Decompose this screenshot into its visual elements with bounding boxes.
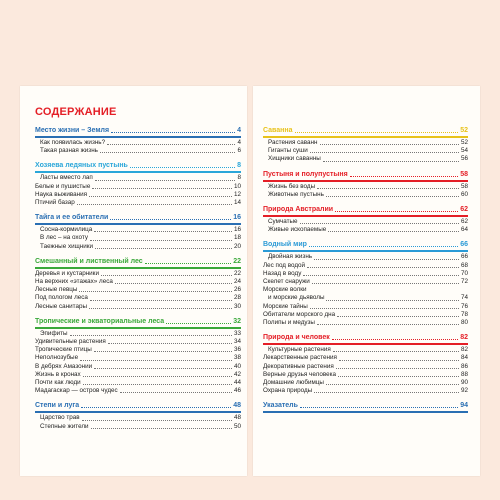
- toc-entry[interactable]: [263, 278, 468, 286]
- section-page-number: 82: [460, 334, 468, 342]
- leader-dots: [314, 259, 459, 260]
- entry-page-number: 14: [233, 199, 241, 207]
- entry-page-number: 92: [460, 387, 468, 395]
- entry-label: Как появилась жизнь?: [40, 139, 106, 146]
- entry-label: Удивительные растения: [35, 338, 106, 346]
- section-heading[interactable]: [35, 257, 241, 267]
- entry-page-number: 36: [233, 346, 241, 354]
- section-heading-label: Водный мир: [263, 241, 307, 249]
- toc-entry[interactable]: [35, 338, 241, 346]
- toc-section: [35, 126, 241, 155]
- leader-dots: [94, 231, 232, 232]
- section-heading-label: Смешанный и лиственный лес: [35, 257, 143, 265]
- toc-entry[interactable]: [263, 346, 468, 354]
- toc-entry[interactable]: [263, 286, 468, 294]
- toc-entry[interactable]: [263, 363, 468, 371]
- toc-entry[interactable]: [263, 319, 468, 327]
- leader-dots: [95, 180, 236, 181]
- toc-entry[interactable]: [35, 270, 241, 278]
- leader-dots: [339, 360, 459, 361]
- leader-dots: [77, 204, 232, 205]
- toc-entry[interactable]: [35, 423, 241, 431]
- section-underline: [35, 411, 241, 413]
- leader-dots: [312, 283, 459, 284]
- entry-page-number: 66: [460, 253, 468, 261]
- leader-dots: [309, 246, 458, 247]
- toc-entry[interactable]: [263, 139, 468, 147]
- entry-label: Тропические птицы: [35, 346, 92, 354]
- leader-dots: [89, 308, 232, 309]
- entry-page-number: 76: [460, 302, 468, 310]
- toc-entry[interactable]: [263, 253, 468, 261]
- entry-label: Жизнь в кронах: [35, 370, 81, 378]
- toc-section: [263, 240, 468, 327]
- toc-section: [263, 126, 468, 164]
- section-heading-label: Саванна: [263, 127, 293, 134]
- toc-section: [263, 401, 468, 413]
- entry-page-number: 28: [233, 294, 241, 302]
- section-page-number: 32: [233, 317, 241, 325]
- toc-entry[interactable]: [263, 371, 468, 379]
- toc-entry[interactable]: [35, 294, 241, 302]
- entry-page-number: 86: [460, 362, 468, 370]
- toc-section: [35, 213, 241, 251]
- entry-label: Домашние любимцы: [263, 379, 324, 387]
- section-underline: [263, 180, 468, 182]
- toc-entry[interactable]: [263, 155, 468, 163]
- entry-page-number: 22: [233, 269, 241, 277]
- leader-dots: [83, 376, 232, 377]
- section-underline: [35, 327, 241, 329]
- entry-page-number: 8: [237, 174, 241, 182]
- entry-label: Верные друзья человека: [263, 370, 337, 378]
- section-heading[interactable]: [263, 401, 468, 411]
- entry-label: В дебрях Амазонии: [35, 362, 93, 370]
- toc-entry[interactable]: [35, 226, 241, 234]
- leader-dots: [307, 267, 459, 268]
- entry-label: Скелет снаружи: [263, 278, 310, 286]
- entry-page-number: 42: [233, 370, 241, 378]
- entry-label: В лес – на охоту: [40, 234, 88, 242]
- section-heading-label: Пустыня и полупустыня: [263, 170, 348, 178]
- leader-dots: [332, 339, 458, 340]
- entry-label: Такая разная жизнь: [40, 147, 98, 155]
- leader-dots: [310, 152, 459, 153]
- leader-dots: [83, 384, 232, 385]
- toc-entry[interactable]: [35, 414, 241, 422]
- entry-page-number: 10: [233, 182, 241, 190]
- entry-page-number: 70: [460, 269, 468, 277]
- entry-label: Морские волки: [263, 286, 307, 294]
- entry-page-number: 18: [233, 234, 241, 242]
- left-toc: [35, 126, 241, 437]
- leader-dots: [110, 219, 231, 220]
- leader-dots: [320, 144, 459, 145]
- leader-dots: [336, 368, 459, 369]
- entry-label: На верхних «этажах» леса: [35, 278, 113, 286]
- leader-dots: [338, 376, 459, 377]
- section-page-number: 66: [460, 241, 468, 249]
- entry-page-number: 26: [233, 286, 241, 294]
- section-page-number: 8: [237, 162, 241, 170]
- entry-label: Двойная жизнь: [268, 253, 313, 261]
- toc-entry[interactable]: [35, 363, 241, 371]
- entry-label: Лесные певцы: [35, 286, 78, 294]
- entry-label: Гиганты суши: [268, 147, 308, 155]
- toc-entry[interactable]: [263, 303, 468, 311]
- toc-entry[interactable]: [263, 191, 468, 199]
- entry-page-number: 48: [233, 414, 241, 422]
- leader-dots: [328, 231, 459, 232]
- entry-page-number: 4: [237, 139, 241, 146]
- leader-dots: [326, 300, 459, 301]
- left-page: [20, 86, 247, 476]
- toc-entry[interactable]: [35, 379, 241, 387]
- leader-dots: [300, 407, 458, 408]
- section-underline: [35, 136, 241, 138]
- entry-page-number: 80: [460, 319, 468, 327]
- leader-dots: [108, 343, 232, 344]
- leader-dots: [91, 428, 232, 429]
- entry-label: Животные пустынь: [268, 190, 324, 198]
- entry-label: Сумчатые: [268, 218, 298, 226]
- section-heading-label: Место жизни – Земля: [35, 127, 110, 134]
- toc-entry[interactable]: [35, 354, 241, 362]
- leader-dots: [95, 248, 232, 249]
- entry-label: Хищники саванны: [268, 155, 321, 163]
- section-underline: [263, 136, 468, 138]
- leader-dots: [90, 300, 232, 301]
- leader-dots: [314, 392, 459, 393]
- toc-entry[interactable]: [263, 262, 468, 270]
- section-heading[interactable]: [263, 126, 468, 136]
- entry-label: Птичий базар: [35, 199, 75, 207]
- toc-entry[interactable]: [263, 270, 468, 278]
- leader-dots: [295, 132, 459, 133]
- section-page-number: 58: [460, 170, 468, 178]
- entry-page-number: 46: [233, 387, 241, 395]
- entry-page-number: 90: [460, 379, 468, 387]
- entry-label: Царство трав: [40, 414, 80, 422]
- entry-label: Эпифиты: [40, 329, 68, 337]
- section-heading-label: Природа и человек: [263, 334, 330, 342]
- leader-dots: [130, 167, 235, 168]
- leader-dots: [317, 188, 459, 189]
- toc-entry[interactable]: [263, 354, 468, 362]
- leader-dots: [310, 308, 459, 309]
- section-underline: [263, 215, 468, 217]
- entry-label: Наука выживания: [35, 190, 88, 198]
- section-page-number: 52: [460, 127, 468, 134]
- toc-entry[interactable]: [35, 199, 241, 207]
- section-heading[interactable]: [35, 317, 241, 327]
- leader-dots: [111, 132, 235, 133]
- section-heading-label: Природа Австралии: [263, 206, 334, 214]
- leader-dots: [101, 275, 232, 276]
- toc-entry[interactable]: [35, 191, 241, 199]
- entry-page-number: 24: [233, 278, 241, 286]
- section-heading[interactable]: [263, 333, 468, 343]
- toc-entry[interactable]: [263, 294, 468, 302]
- toc-entry[interactable]: [35, 387, 241, 395]
- leader-dots: [94, 368, 232, 369]
- entry-page-number: 62: [460, 218, 468, 226]
- toc-section: [263, 205, 468, 234]
- section-underline: [263, 411, 468, 413]
- leader-dots: [115, 283, 232, 284]
- entry-page-number: 44: [233, 379, 241, 387]
- entry-page-number: 16: [233, 226, 241, 234]
- entry-page-number: 82: [460, 346, 468, 354]
- leader-dots: [81, 407, 231, 408]
- entry-label: Сосна-кормилица: [40, 226, 93, 234]
- toc-section: [263, 170, 468, 199]
- entry-page-number: 34: [233, 338, 241, 346]
- entry-label: Таежные хищники: [40, 242, 94, 250]
- toc-entry[interactable]: [35, 286, 241, 294]
- section-heading[interactable]: [35, 126, 241, 136]
- entry-label: Лесные санитары: [35, 302, 88, 310]
- leader-dots: [317, 324, 459, 325]
- toc-entry[interactable]: [263, 379, 468, 387]
- leader-dots: [120, 392, 232, 393]
- leader-dots: [90, 240, 232, 241]
- section-page-number: 48: [233, 402, 241, 410]
- entry-label: Степные жители: [40, 422, 89, 430]
- entry-page-number: 60: [460, 190, 468, 198]
- entry-label: Полипы и медузы: [263, 319, 315, 327]
- section-heading[interactable]: [35, 213, 241, 223]
- section-heading-label: Степи и луга: [35, 402, 80, 410]
- toc-entry[interactable]: [263, 218, 468, 226]
- section-heading[interactable]: [263, 240, 468, 250]
- toc-entry[interactable]: [35, 147, 241, 155]
- entry-page-number: 50: [233, 422, 241, 430]
- leader-dots: [323, 161, 459, 162]
- entry-label: Лес под водой: [263, 261, 306, 269]
- toc-entry[interactable]: [263, 387, 468, 395]
- entry-label: Растения саванн: [268, 139, 318, 146]
- leader-dots: [145, 263, 232, 264]
- entry-label: Охрана природы: [263, 387, 313, 395]
- toc-entry[interactable]: [263, 311, 468, 319]
- toc-entry[interactable]: [35, 330, 241, 338]
- toc-section: [35, 257, 241, 311]
- toc-section: [35, 317, 241, 396]
- leader-dots: [92, 188, 232, 189]
- leader-dots: [335, 211, 458, 212]
- entry-label: Назад в воду: [263, 269, 302, 277]
- entry-page-number: 54: [460, 147, 468, 155]
- leader-dots: [166, 323, 231, 324]
- toc-entry[interactable]: [35, 183, 241, 191]
- section-page-number: 94: [460, 402, 468, 410]
- entry-label: Неполнозубые: [35, 354, 79, 362]
- section-underline: [263, 343, 468, 345]
- leader-dots: [300, 223, 459, 224]
- entry-label: Живые ископаемые: [268, 226, 327, 234]
- toc-entry[interactable]: [263, 183, 468, 191]
- entry-label: Ласты вместо лап: [40, 174, 93, 182]
- entry-page-number: 64: [460, 226, 468, 234]
- leader-dots: [326, 384, 459, 385]
- entry-page-number: 6: [237, 147, 241, 155]
- section-underline: [35, 267, 241, 269]
- right-page: [253, 86, 480, 476]
- section-heading-label: Тропические и экваториальные леса: [35, 317, 165, 325]
- toc-entry[interactable]: [35, 371, 241, 379]
- toc-section: [263, 333, 468, 395]
- section-heading[interactable]: [35, 161, 241, 171]
- entry-label: Декоративные растения: [263, 362, 334, 370]
- leader-dots: [303, 275, 459, 276]
- entry-page-number: 40: [233, 362, 241, 370]
- leader-dots: [337, 316, 459, 317]
- section-underline: [35, 223, 241, 225]
- entry-page-number: 74: [460, 294, 468, 302]
- toc-entry[interactable]: [263, 226, 468, 234]
- section-heading[interactable]: [263, 205, 468, 215]
- toc-entry[interactable]: [35, 278, 241, 286]
- section-heading[interactable]: [263, 170, 468, 180]
- entry-page-number: 52: [460, 139, 468, 146]
- toc-entry[interactable]: [35, 234, 241, 242]
- entry-label: Лекарственные растения: [263, 354, 337, 362]
- right-toc: [263, 126, 468, 419]
- leader-dots: [100, 152, 236, 153]
- section-page-number: 62: [460, 206, 468, 214]
- section-underline: [35, 171, 241, 173]
- toc-entry[interactable]: [263, 147, 468, 155]
- leader-dots: [70, 335, 232, 336]
- toc-section: [35, 401, 241, 430]
- section-page-number: 16: [233, 214, 241, 222]
- entry-page-number: 12: [233, 190, 241, 198]
- toc-section: [35, 161, 241, 207]
- entry-label: Морские тайны: [263, 302, 308, 310]
- toc-entry[interactable]: [35, 139, 241, 147]
- entry-page-number: 84: [460, 354, 468, 362]
- entry-page-number: 20: [233, 242, 241, 250]
- leader-dots: [89, 196, 232, 197]
- section-page-number: 22: [233, 257, 241, 265]
- toc-entry[interactable]: [35, 303, 241, 311]
- entry-label: Обитатели морского дна: [263, 310, 336, 318]
- entry-page-number: 30: [233, 302, 241, 310]
- section-heading-label: Тайга и ее обитатели: [35, 214, 109, 222]
- entry-label: Культурные растения: [268, 346, 331, 354]
- contents-title: СОДЕРЖАНИЕ: [35, 106, 117, 118]
- entry-label: Под пологом леса: [35, 294, 88, 302]
- section-heading[interactable]: [35, 401, 241, 411]
- entry-label: Почти как люди: [35, 379, 81, 387]
- entry-page-number: 78: [460, 310, 468, 318]
- entry-label: и морские дьяволы: [268, 294, 325, 302]
- toc-entry[interactable]: [35, 174, 241, 182]
- leader-dots: [107, 144, 235, 145]
- leader-dots: [79, 291, 232, 292]
- entry-label: Белые и пушистые: [35, 182, 91, 190]
- section-heading-label: Указатель: [263, 402, 298, 410]
- toc-entry[interactable]: [35, 243, 241, 251]
- entry-label: Мадагаскар — остров чудес: [35, 387, 118, 395]
- entry-label: Жизнь без воды: [268, 182, 316, 190]
- entry-page-number: 68: [460, 261, 468, 269]
- leader-dots: [350, 176, 459, 177]
- leader-dots: [326, 196, 459, 197]
- entry-page-number: 56: [460, 155, 468, 163]
- leader-dots: [333, 351, 459, 352]
- entry-label: Деревья и кустарники: [35, 269, 99, 277]
- entry-page-number: 88: [460, 370, 468, 378]
- entry-page-number: 58: [460, 182, 468, 190]
- entry-page-number: 72: [460, 278, 468, 286]
- entry-page-number: 33: [233, 329, 241, 337]
- leader-dots: [80, 360, 232, 361]
- leader-dots: [82, 420, 232, 421]
- leader-dots: [94, 351, 232, 352]
- section-page-number: 4: [237, 127, 241, 134]
- section-heading-label: Хозяева ледяных пустынь: [35, 162, 128, 170]
- entry-page-number: 38: [233, 354, 241, 362]
